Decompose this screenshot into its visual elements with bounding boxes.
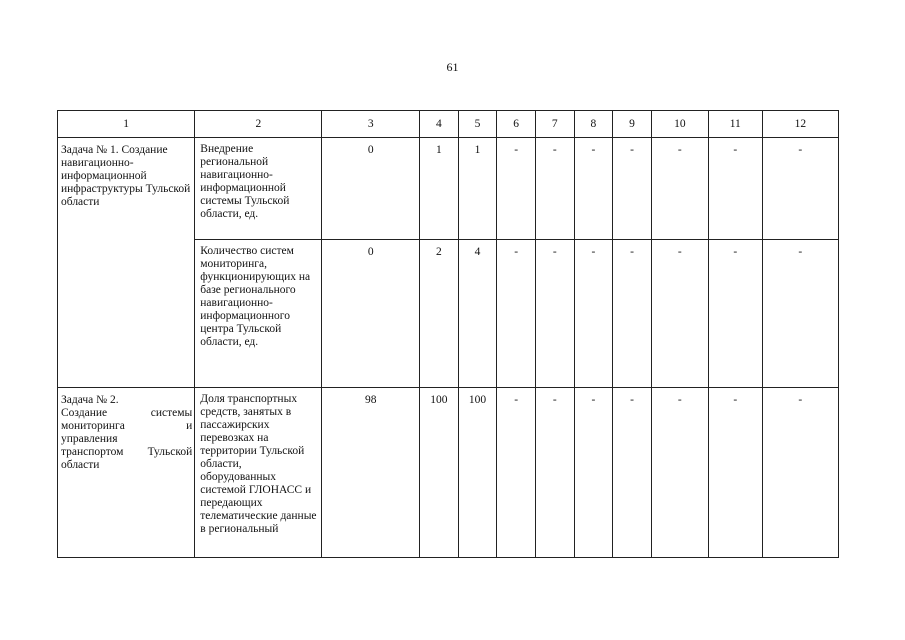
value-cell: -	[613, 388, 652, 558]
value-cell: 0	[322, 240, 420, 388]
value-cell: -	[708, 388, 762, 558]
task-cell: Задача № 1. Создание навигационно-информационной инфраструктуры Тульской области	[58, 138, 195, 388]
value-cell: -	[613, 240, 652, 388]
value-cell: -	[762, 388, 838, 558]
value-cell: -	[535, 240, 574, 388]
task-cell	[58, 388, 195, 558]
value-cell: -	[651, 388, 708, 558]
value-cell: -	[574, 138, 613, 240]
value-cell: 2	[420, 240, 459, 388]
column-header: 7	[535, 111, 574, 138]
value-cell: -	[651, 240, 708, 388]
task-line: управления	[61, 433, 118, 445]
column-header: 11	[708, 111, 762, 138]
column-header: 12	[762, 111, 838, 138]
value-cell: 100	[420, 388, 459, 558]
column-header: 3	[322, 111, 420, 138]
task-line: транспортом Тульской	[61, 446, 193, 458]
table-row	[58, 138, 839, 240]
value-cell: 1	[420, 138, 459, 240]
value-cell: 4	[458, 240, 497, 388]
column-header: 5	[458, 111, 497, 138]
column-header: 6	[497, 111, 536, 138]
value-cell: -	[535, 138, 574, 240]
task-line: области	[61, 459, 100, 471]
column-header: 9	[613, 111, 652, 138]
value-cell: 100	[458, 388, 497, 558]
task-line: Создание системы	[61, 407, 193, 419]
value-cell: 0	[322, 138, 420, 240]
task-line: мониторинга и	[61, 420, 193, 432]
value-cell: -	[574, 388, 613, 558]
value-cell: -	[497, 240, 536, 388]
column-header: 4	[420, 111, 459, 138]
task-line: Задача № 2.	[61, 394, 119, 406]
indicators-table	[57, 110, 839, 558]
value-cell: -	[651, 138, 708, 240]
value-cell: -	[497, 138, 536, 240]
table-row	[58, 388, 839, 558]
value-cell: -	[497, 388, 536, 558]
page-number: 61	[446, 60, 459, 74]
value-cell: -	[613, 138, 652, 240]
value-cell: -	[762, 240, 838, 388]
value-cell: -	[535, 388, 574, 558]
value-cell: -	[708, 240, 762, 388]
value-cell: 98	[322, 388, 420, 558]
column-header: 1	[58, 111, 195, 138]
indicator-cell: Доля транспортных средств, занятых в пассажирских перевозках на территории Тульской области, оборудованных системой ГЛОНАСС и передающих телематические данные в региональный	[195, 388, 322, 558]
indicator-cell: Количество систем мониторинга, функционирующих на базе регионального навигационно-информационного центра Тульской области, ед.	[195, 240, 322, 388]
table-header-row	[58, 111, 839, 138]
column-header: 10	[651, 111, 708, 138]
value-cell: 1	[458, 138, 497, 240]
column-header: 8	[574, 111, 613, 138]
value-cell: -	[762, 138, 838, 240]
value-cell: -	[708, 138, 762, 240]
indicator-cell: Внедрение региональной навигационно-информационной системы Тульской области, ед.	[195, 138, 322, 240]
column-header: 2	[195, 111, 322, 138]
value-cell: -	[574, 240, 613, 388]
